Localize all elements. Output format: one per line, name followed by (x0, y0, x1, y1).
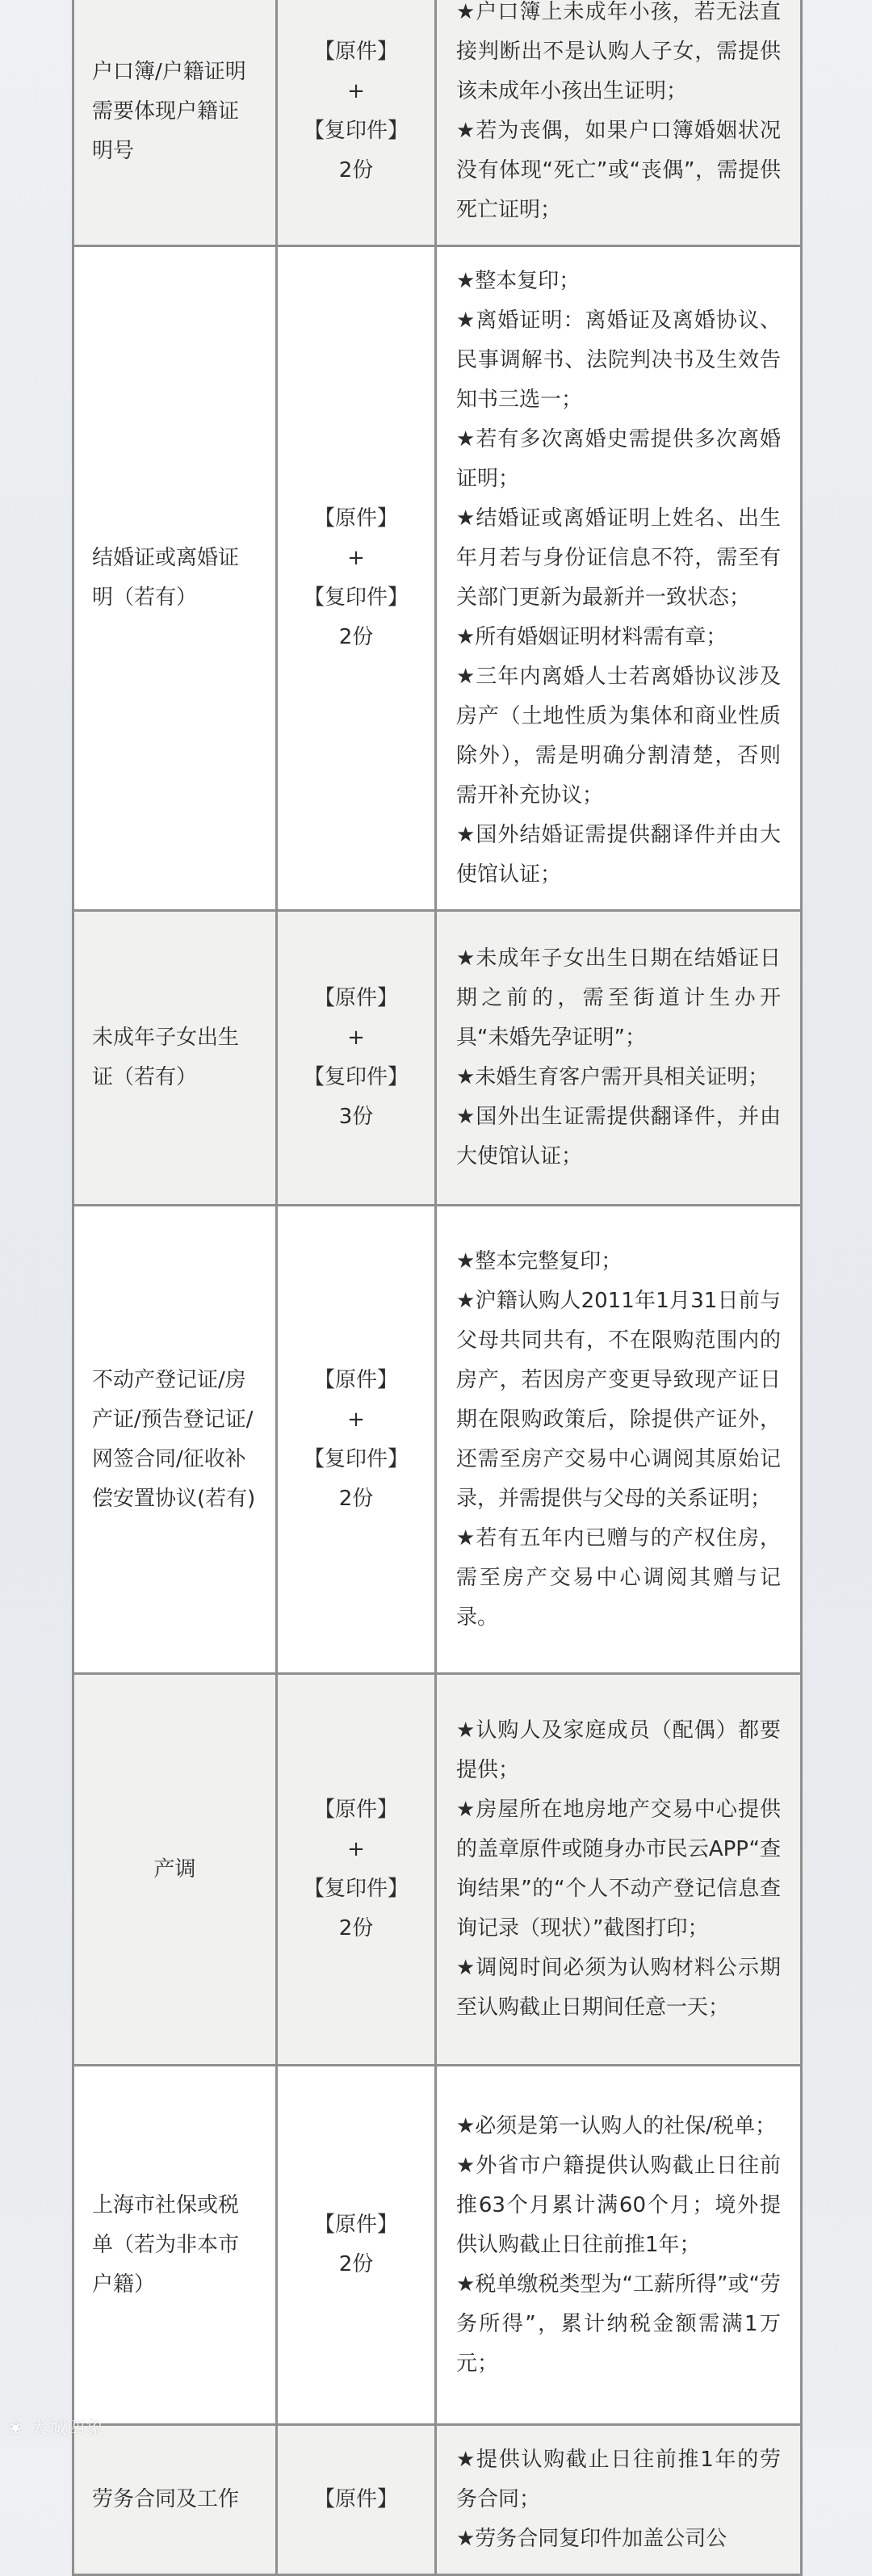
note-item: ★必须是第一认购人的社保/税单； (456, 2113, 777, 2138)
note-item: ★沪籍认购人2011年1月31日前与父母共同共有，不在限购范围内的房产，若因房产变更导致现产证日期在限购政策后，除提供产证外，还需至房产交易中心调阅其原始记录，并需提供与父母的关系证明； (456, 1288, 781, 1511)
quantity-line: 【复印件】 (303, 585, 409, 610)
quantity-cell (277, 246, 436, 911)
material-name-cell: 结婚证或离婚证明（若有） (73, 246, 277, 911)
table-row (73, 246, 802, 911)
quantity-line: 【复印件】 (303, 1877, 409, 1901)
note-item: ★若为丧偶，如果户口簿婚姻状况没有体现“死亡”或“丧偶”，需提供死亡证明； (456, 119, 781, 222)
quantity-line: 【原件】 (313, 986, 398, 1010)
note-item: ★国外结婚证需提供翻译件并由大使馆认证； (456, 823, 781, 887)
quantity-line: 【原件】 (313, 506, 398, 531)
quantity-cell (277, 2425, 436, 2575)
notes-cell (436, 1206, 802, 1674)
quantity-line: 2份 (338, 1916, 374, 1940)
note-item: ★外省市户籍提供认购截止日往前推63个月累计满60个月；境外提供认购截止日往前推1年； (456, 2153, 781, 2257)
note-item: ★未成年子女出生日期在结婚证日期之前的，需至街道计生办开具“未婚先孕证明”； (456, 946, 781, 1050)
quantity-line: + (347, 79, 365, 103)
quantity-cell (277, 911, 436, 1206)
notes-cell (436, 246, 802, 911)
table-row (73, 2066, 802, 2425)
note-item: ★所有婚姻证明材料需有章； (456, 625, 727, 649)
materials-table-body (73, 0, 802, 2575)
quantity-line: 【复印件】 (303, 1065, 409, 1089)
quantity-line: + (347, 546, 365, 570)
notes-cell (436, 0, 802, 246)
table-row (73, 2425, 802, 2575)
quantity-line: 【原件】 (313, 40, 398, 64)
quantity-line: 2份 (338, 1486, 374, 1511)
material-name-cell: 产调 (73, 1674, 277, 2066)
quantity-cell (277, 0, 436, 246)
material-name-cell: 劳务合同及工作 (73, 2425, 277, 2575)
notes-cell (436, 2066, 802, 2425)
materials-table (72, 0, 803, 2576)
note-item: ★未婚生育客户需开具相关证明； (456, 1065, 769, 1089)
material-name-cell: 上海市社保或税单（若为非本市户籍） (73, 2066, 277, 2425)
note-item: ★认购人及家庭成员（配偶）都要提供； (456, 1718, 781, 1782)
quantity-line: + (347, 1407, 365, 1432)
note-item: ★若有多次离婚史需提供多次离婚证明； (456, 427, 781, 491)
note-item: ★三年内离婚人士若离婚协议涉及房产（土地性质为集体和商业性质除外），需是明确分割清楚，否则需开补充协议； (456, 665, 781, 808)
quantity-line: 【原件】 (313, 1798, 398, 1822)
quantity-line: 【复印件】 (303, 1446, 409, 1471)
quantity-line: 2份 (338, 158, 374, 183)
notes-cell (436, 911, 802, 1206)
table-row (73, 911, 802, 1206)
note-item: ★结婚证或离婚证明上姓名、出生年月若与身份证信息不符，需至有关部门更新为最新并一致状态； (456, 506, 781, 610)
notes-cell (436, 2425, 802, 2575)
material-name-cell: 户口簿/户籍证明需要体现户籍证明号 (73, 0, 277, 246)
material-name-cell: 未成年子女出生证（若有） (73, 911, 277, 1206)
note-item: ★若有五年内已赠与的产权住房，需至房产交易中心调阅其赠与记录。 (456, 1525, 781, 1630)
quantity-line: 【原件】 (313, 2487, 398, 2511)
quantity-line: + (347, 1026, 365, 1050)
note-item: ★整本复印； (456, 269, 581, 293)
material-name-cell: 不动产登记证/房产证/预告登记证/网签合同/征收补偿安置协议(若有) (73, 1206, 277, 1674)
note-item: ★国外出生证需提供翻译件，并由大使馆认证； (456, 1105, 781, 1168)
quantity-line: 3份 (338, 1105, 374, 1129)
note-item: ★整本完整复印； (456, 1248, 623, 1273)
table-row (73, 0, 802, 246)
watermark-text: ❀ 大城四象 (8, 2419, 105, 2439)
note-item: ★提供认购截止日往前推1年的劳务合同； (456, 2448, 781, 2511)
quantity-line: 【原件】 (313, 1367, 398, 1392)
quantity-cell (277, 1674, 436, 2066)
table-row (73, 1674, 802, 2066)
note-item: ★调阅时间必须为认购材料公示期至认购截止日期间任意一天； (456, 1956, 781, 2020)
quantity-line: + (347, 1837, 365, 1861)
note-item: ★户口簿上未成年小孩，若无法直接判断出不是认购人子女，需提供该未成年小孩出生证明； (456, 0, 781, 103)
table-row (73, 1206, 802, 1674)
quantity-line: 【原件】 (313, 2213, 398, 2237)
quantity-cell (277, 2066, 436, 2425)
quantity-line: 【复印件】 (303, 119, 409, 143)
note-item: ★税单缴税类型为“工薪所得”或“劳务所得”，累计纳税金额需满1万元； (456, 2272, 781, 2376)
quantity-line: 2份 (338, 2252, 374, 2276)
notes-cell (436, 1674, 802, 2066)
quantity-cell (277, 1206, 436, 1674)
note-item: ★离婚证明：离婚证及离婚协议、民事调解书、法院判决书及生效告知书三选一； (456, 308, 781, 412)
quantity-line: 2份 (338, 625, 374, 649)
note-item: ★劳务合同复印件加盖公司公 (456, 2527, 727, 2551)
note-item: ★房屋所在地房地产交易中心提供的盖章原件或随身办市民云APP“查询结果”的“个人不动产登记信息查询记录（现状）”截图打印； (456, 1798, 781, 1940)
